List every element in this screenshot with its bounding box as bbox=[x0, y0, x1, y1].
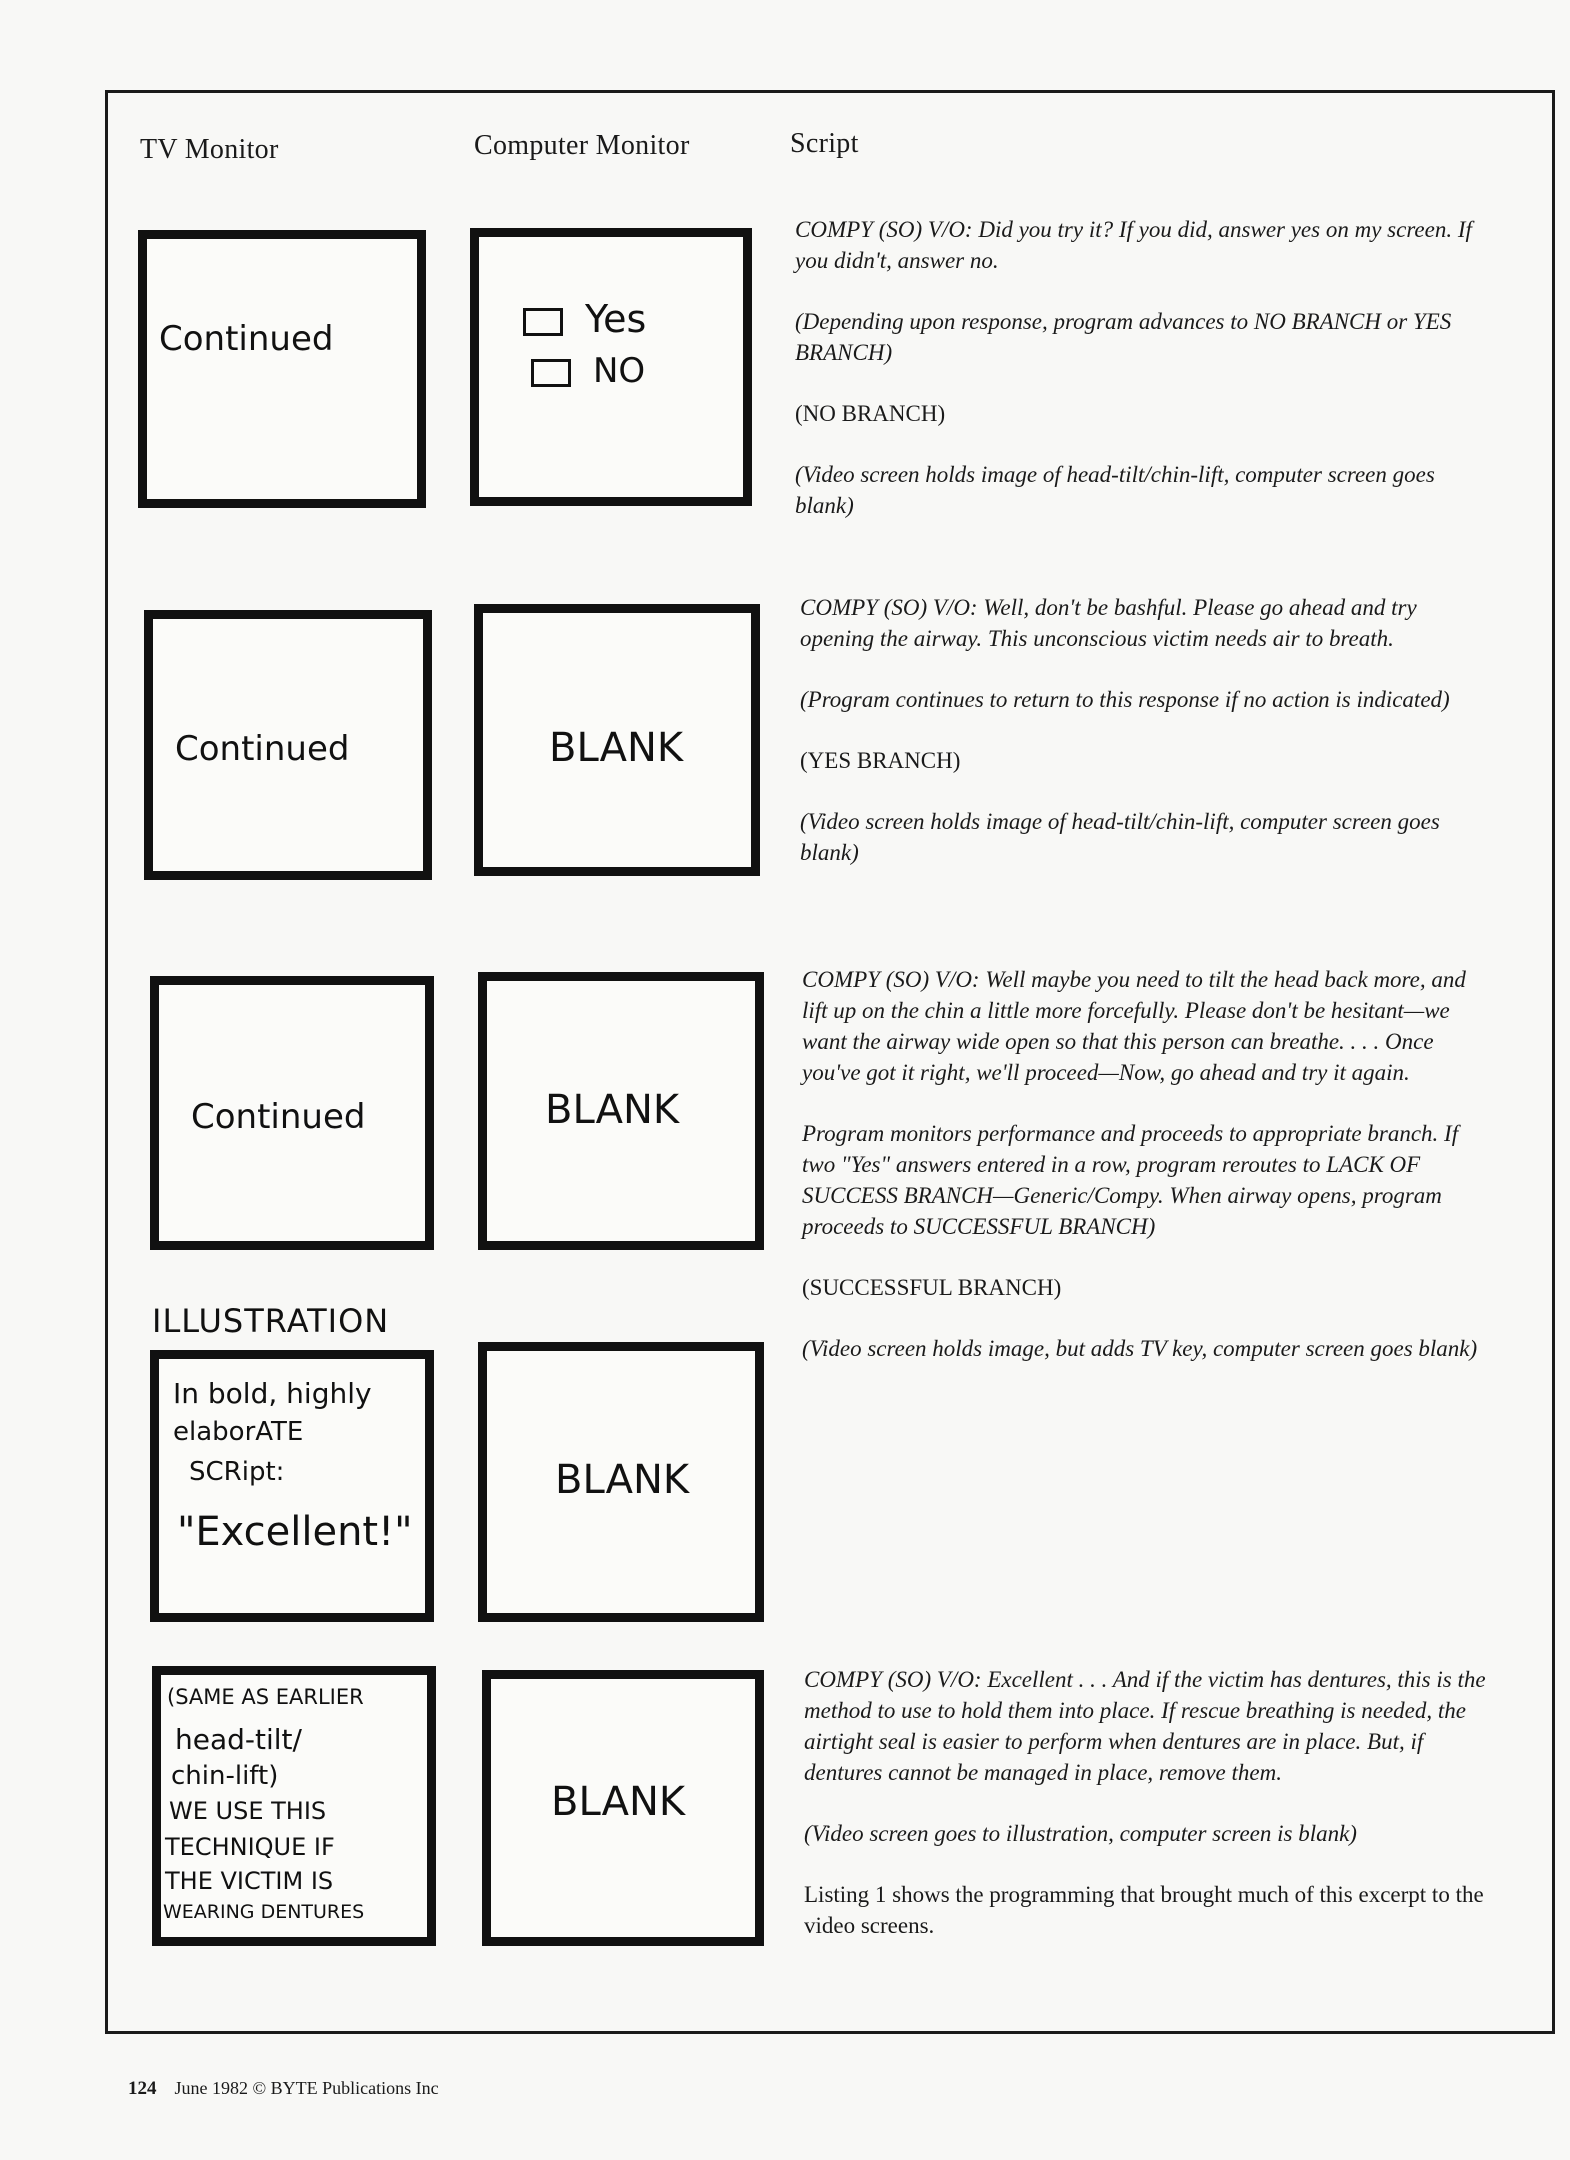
script-para: (Video screen holds image of head-tilt/chin-lift, computer screen goes blank) bbox=[800, 809, 1440, 865]
script-para: (Video screen goes to illustration, computer screen is blank) bbox=[804, 1821, 1357, 1846]
checkbox-option-no bbox=[531, 351, 645, 391]
option-yes-label: Yes bbox=[585, 297, 647, 341]
tv-monitor-text-4-line: elaborATE bbox=[173, 1417, 304, 1447]
tv-monitor-frame-4 bbox=[150, 1350, 434, 1622]
script-para: (Program continues to return to this response if no action is indicated) bbox=[800, 687, 1450, 712]
tv-monitor-text-5-line: TECHNIQUE IF bbox=[165, 1833, 335, 1861]
page-number: 124 bbox=[128, 2078, 157, 2099]
script-para: (Video screen holds image, but adds TV key, computer screen goes blank) bbox=[802, 1336, 1478, 1361]
script-para: COMPY (SO) V/O: Well maybe you need to tilt the head back more, and lift up on the chin a little more forcefully. Please don't be hesitant—we want the airway wide open so that this person can breathe. . . . Once you've got it right, we'll proceed—Now, go ahead and try it again. bbox=[802, 967, 1466, 1085]
illustration-label: ILLUSTRATION bbox=[152, 1302, 390, 1340]
computer-monitor-text-4: BLANK bbox=[555, 1457, 690, 1503]
page-footer bbox=[128, 2078, 439, 2100]
script-para: COMPY (SO) V/O: Excellent . . . And if the victim has dentures, this is the method to use to hold them into place. If rescue breathing is needed, the airtight seal is easier to perform when dentures are in place. But, if dentures cannot be managed in place, remove them. bbox=[804, 1667, 1486, 1785]
script-para: (SUCCESSFUL BRANCH) bbox=[802, 1275, 1062, 1300]
computer-monitor-frame-3 bbox=[478, 972, 764, 1250]
script-para: (NO BRANCH) bbox=[795, 401, 946, 426]
header-script: Script bbox=[790, 128, 859, 159]
tv-monitor-frame-1 bbox=[138, 230, 426, 508]
computer-monitor-text-2: BLANK bbox=[549, 725, 684, 771]
tv-monitor-text-4-line: SCRipt: bbox=[189, 1457, 285, 1487]
checkbox-option-yes bbox=[523, 297, 646, 341]
computer-monitor-frame-2 bbox=[474, 604, 760, 876]
tv-monitor-frame-3 bbox=[150, 976, 434, 1250]
script-para: COMPY (SO) V/O: Did you try it? If you did, answer yes on my screen. If you didn't, answer no. bbox=[795, 217, 1472, 273]
tv-monitor-text-4-line: In bold, highly bbox=[173, 1377, 372, 1410]
script-para: (Depending upon response, program advances to NO BRANCH or YES BRANCH) bbox=[795, 309, 1452, 365]
tv-monitor-text-5-line: WE USE THIS bbox=[169, 1797, 327, 1825]
computer-monitor-frame-5 bbox=[482, 1670, 764, 1946]
header-tv-monitor: TV Monitor bbox=[140, 134, 279, 165]
tv-monitor-text-5-line: (SAME AS EARLIER bbox=[167, 1685, 364, 1709]
checkbox-icon bbox=[523, 308, 563, 336]
header-computer-monitor: Computer Monitor bbox=[474, 130, 690, 161]
script-para: COMPY (SO) V/O: Well, don't be bashful. Please go ahead and try opening the airway. This unconscious victim needs air to breath. bbox=[800, 595, 1417, 651]
script-para: Program monitors performance and proceeds to appropriate branch. If two "Yes" answers entered in a row, program reroutes to LACK OF SUCCESS BRANCH—Generic/Compy. When airway opens, program proceeds to SUCCESSFUL BRANCH) bbox=[802, 1121, 1459, 1239]
option-no-label: NO bbox=[593, 351, 646, 391]
computer-monitor-text-3: BLANK bbox=[545, 1087, 680, 1133]
tv-monitor-text-5-line: WEARING DENTURES bbox=[163, 1901, 365, 1923]
checkbox-icon bbox=[531, 359, 571, 387]
script-block-5 bbox=[804, 1664, 1494, 1971]
tv-monitor-text-2: Continued bbox=[175, 729, 350, 769]
tv-monitor-text-3: Continued bbox=[191, 1097, 366, 1137]
script-block-3 bbox=[802, 964, 1492, 1394]
footer-credit: June 1982 © BYTE Publications Inc bbox=[174, 2078, 439, 2098]
script-para: (YES BRANCH) bbox=[800, 748, 961, 773]
tv-monitor-text-5-line: chin-lift) bbox=[171, 1761, 279, 1791]
computer-monitor-frame-4 bbox=[478, 1342, 764, 1622]
computer-monitor-frame-1 bbox=[470, 228, 752, 506]
tv-monitor-frame-2 bbox=[144, 610, 432, 880]
script-para: (Video screen holds image of head-tilt/chin-lift, computer screen goes blank) bbox=[795, 462, 1435, 518]
script-block-1 bbox=[795, 214, 1485, 551]
tv-monitor-text-1: Continued bbox=[159, 319, 334, 359]
tv-monitor-frame-5 bbox=[152, 1666, 436, 1946]
computer-monitor-text-5: BLANK bbox=[551, 1779, 686, 1825]
script-block-2 bbox=[800, 592, 1490, 898]
tv-monitor-text-5-line: head-tilt/ bbox=[175, 1723, 302, 1756]
tv-monitor-text-5-line: THE VICTIM IS bbox=[165, 1867, 334, 1895]
tv-monitor-text-4-line: "Excellent!" bbox=[177, 1509, 413, 1555]
script-para: Listing 1 shows the programming that brought much of this excerpt to the video screens. bbox=[804, 1882, 1484, 1938]
